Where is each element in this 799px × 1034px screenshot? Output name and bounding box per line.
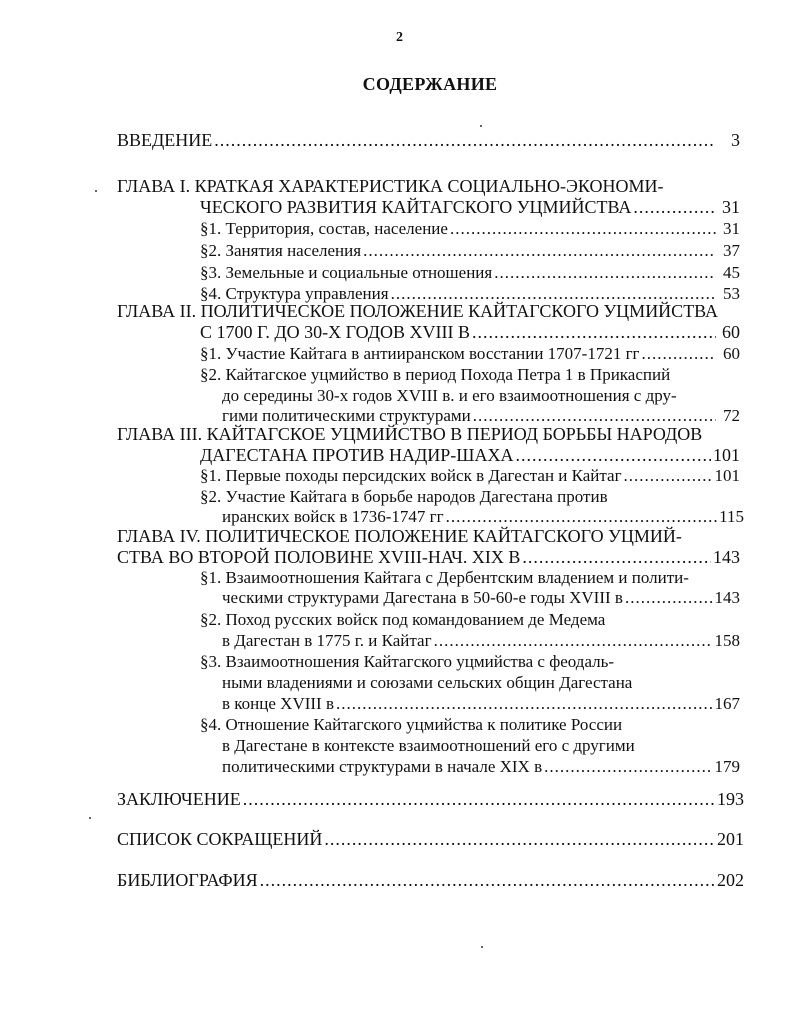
toc-page-number: 31 — [723, 219, 740, 238]
toc-entry-chapter-3[interactable] — [200, 444, 740, 466]
toc-entry-label: ВВЕДЕНИЕ — [117, 130, 213, 150]
toc-entry-ch4-s4[interactable] — [222, 756, 740, 778]
toc-entry-label: в Дагестан в 1775 г. и Кайтаг — [222, 631, 432, 650]
toc-entry-ch2-s1[interactable] — [200, 343, 740, 365]
toc-page-number: 31 — [722, 197, 740, 217]
dot-leader — [494, 262, 716, 284]
ch4-s1-line1[interactable]: §1. Взаимоотношения Кайтага с Дербентским владением и полити- — [200, 568, 689, 587]
scan-speck — [480, 125, 482, 127]
toc-page-number: 60 — [722, 322, 740, 342]
toc-entry-label: §3. Земельные и социальные отношения — [200, 263, 493, 282]
dot-leader — [214, 129, 716, 151]
toc-entry-conclusion[interactable] — [117, 788, 744, 810]
ch2-s2-line1[interactable]: §2. Кайтагское уцмийство в период Похода Петра 1 в Прикаспий — [200, 365, 671, 384]
dot-leader — [434, 630, 713, 652]
toc-page-number: 60 — [723, 344, 740, 363]
toc-entry-label: СТВА ВО ВТОРОЙ ПОЛОВИНЕ XVIII-НАЧ. XIX В — [117, 547, 521, 567]
toc-entry-label: §1. Участие Кайтага в антииранском восстании 1707-1721 гг — [200, 344, 640, 363]
toc-page-number: 201 — [717, 829, 744, 849]
page-title: СОДЕРЖАНИЕ — [362, 74, 498, 94]
dot-leader — [624, 465, 713, 487]
dot-leader — [363, 240, 716, 262]
toc-page-number: 167 — [714, 694, 740, 713]
ch2-s2-line2[interactable]: до середины 30-х годов XVIII в. и его взаимоотношения с дру- — [222, 386, 677, 405]
dot-leader — [450, 218, 716, 240]
ch4-s3-line2[interactable]: ными владениями и союзами сельских общин Дагестана — [222, 673, 633, 692]
toc-entry-abbreviations[interactable] — [117, 828, 744, 850]
toc-entry-ch1-s3[interactable] — [200, 262, 740, 284]
toc-page-number: 179 — [714, 757, 740, 776]
toc-entry-label: §1. Первые походы персидских войск в Дагестан и Кайтаг — [200, 466, 622, 485]
toc-page-number: 45 — [723, 263, 740, 282]
ch4-s4-line2[interactable]: в Дагестане в контексте взаимоотношений его с другими — [222, 736, 635, 755]
dot-leader — [336, 693, 713, 715]
toc-entry-label: СПИСОК СОКРАЩЕНИЙ — [117, 829, 323, 849]
toc-entry-label: политическими структурами в начале XIX в — [222, 757, 543, 776]
chapter-1-title-line1[interactable]: ГЛАВА I. КРАТКАЯ ХАРАКТЕРИСТИКА СОЦИАЛЬНО-ЭКОНОМИ- — [117, 176, 664, 196]
toc-entry-chapter-1[interactable] — [200, 196, 740, 218]
toc-page-number: 3 — [731, 130, 740, 150]
dot-leader — [515, 444, 711, 466]
toc-entry-label: иранских войск в 1736-1747 гг — [222, 507, 444, 526]
toc-entry-ch4-s2[interactable] — [222, 630, 740, 652]
dot-leader — [324, 828, 715, 850]
scan-speck — [95, 190, 97, 192]
toc-entry-label: ЗАКЛЮЧЕНИЕ — [117, 789, 241, 809]
scan-speck — [89, 817, 91, 819]
toc-entry-label: гими политическими структурами — [222, 406, 471, 425]
toc-page-number: 72 — [723, 406, 740, 425]
ch4-s3-line1[interactable]: §3. Взаимоотношения Кайтагского уцмийства с феодаль- — [200, 652, 615, 671]
toc-page-number: 143 — [714, 588, 740, 607]
toc-page-number: 158 — [714, 631, 740, 650]
chapter-2-title-line1[interactable]: ГЛАВА II. ПОЛИТИЧЕСКОЕ ПОЛОЖЕНИЕ КАЙТАГСКОГО УЦМИЙСТВА — [117, 301, 719, 321]
toc-entry-label: §2. Занятия населения — [200, 241, 362, 260]
dot-leader — [625, 587, 713, 609]
ch4-s4-line1[interactable]: §4. Отношение Кайтагского уцмийства к политике России — [200, 715, 623, 734]
toc-entry-chapter-2[interactable] — [200, 321, 740, 343]
dot-leader — [260, 869, 715, 891]
dot-leader — [544, 756, 712, 778]
scan-speck — [481, 946, 483, 948]
toc-page-number: 193 — [717, 789, 744, 809]
toc-entry-bibliography[interactable] — [117, 869, 744, 891]
toc-entry-intro[interactable] — [117, 129, 740, 151]
toc-entry-ch4-s1[interactable] — [222, 587, 740, 609]
chapter-4-title-line1[interactable]: ГЛАВА IV. ПОЛИТИЧЕСКОЕ ПОЛОЖЕНИЕ КАЙТАГСКОГО УЦМИЙ- — [117, 526, 682, 546]
toc-entry-ch1-s2[interactable] — [200, 240, 740, 262]
toc-entry-label: §4. Структура управления — [200, 284, 389, 303]
toc-entry-ch4-s3[interactable] — [222, 693, 740, 715]
dot-leader — [243, 788, 715, 810]
toc-entry-label: БИБЛИОГРАФИЯ — [117, 870, 258, 890]
toc-page-number: 115 — [719, 507, 744, 526]
toc-entry-label: ЧЕСКОГО РАЗВИТИЯ КАЙТАГСКОГО УЦМИЙСТВА — [200, 197, 632, 217]
page-number: 2 — [396, 30, 403, 45]
toc-entry-chapter-4[interactable] — [117, 546, 740, 568]
toc-entry-label: §1. Территория, состав, население — [200, 219, 448, 238]
toc-entry-label: ческими структурами Дагестана в 50-60-е годы XVIII в — [222, 588, 623, 607]
dot-leader — [472, 321, 716, 343]
ch4-s2-line1[interactable]: §2. Поход русских войск под командованием де Медема — [200, 610, 606, 629]
toc-page-number: 202 — [717, 870, 744, 890]
toc-entry-label: ДАГЕСТАНА ПРОТИВ НАДИР-ШАХА — [200, 445, 514, 465]
toc-page-number: 101 — [714, 466, 740, 485]
chapter-3-title-line1[interactable]: ГЛАВА III. КАЙТАГСКОЕ УЦМИЙСТВО В ПЕРИОД БОРЬБЫ НАРОДОВ — [117, 424, 703, 444]
toc-entry-ch3-s1[interactable] — [200, 465, 740, 487]
toc-entry-label: в конце XVIII в — [222, 694, 334, 713]
ch3-s2-line1[interactable]: §2. Участие Кайтага в борьбе народов Дагестана против — [200, 487, 608, 506]
toc-page-number: 101 — [713, 445, 740, 465]
toc-entry-label: С 1700 Г. ДО 30-Х ГОДОВ XVIII В — [200, 322, 470, 342]
toc-page-number: 143 — [713, 547, 740, 567]
toc-entry-ch1-s1[interactable] — [200, 218, 740, 240]
toc-page-number: 53 — [723, 284, 740, 303]
dot-leader — [642, 343, 716, 365]
toc-page-number: 37 — [723, 241, 740, 260]
dot-leader — [633, 196, 716, 218]
dot-leader — [522, 546, 711, 568]
